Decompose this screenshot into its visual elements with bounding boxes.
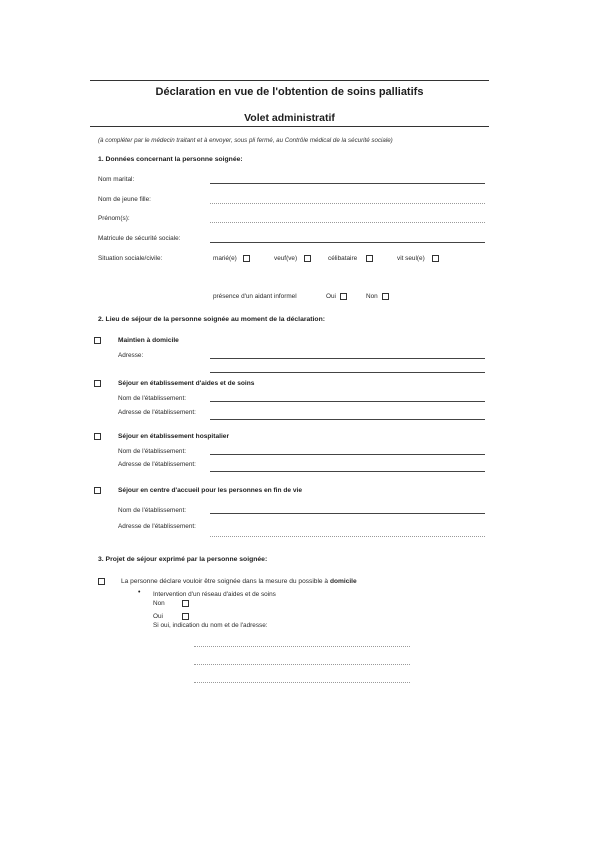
page-title: Déclaration en vue de l'obtention de soins palliatifs <box>155 86 424 98</box>
situation-veuf-checkbox[interactable] <box>304 255 311 262</box>
page-subtitle: Volet administratif <box>244 112 335 124</box>
domicile-adresse-field-1[interactable] <box>210 358 485 359</box>
matricule-label: Matricule de sécurité sociale: <box>98 235 181 242</box>
reseau-adresse-field-2[interactable] <box>194 664 410 665</box>
reseau-adresse-field-1[interactable] <box>194 646 410 647</box>
hospitalier-checkbox[interactable] <box>94 433 101 440</box>
aidant-non-checkbox[interactable] <box>382 293 389 300</box>
projet-domicile-text: La personne déclare vouloir être soignée dans la mesure du possible à <box>121 578 330 585</box>
domicile-option: Maintien à domicile <box>118 337 179 344</box>
reseau-label: Intervention d'un réseau d'aides et de soins <box>153 591 276 598</box>
aidant-non-label: Non <box>366 293 378 300</box>
situation-veuf-label: veuf(ve) <box>274 255 298 262</box>
aides-soins-adresse-field[interactable] <box>210 419 485 420</box>
aides-soins-checkbox[interactable] <box>94 380 101 387</box>
subtitle-rule <box>90 126 489 127</box>
fin-de-vie-option: Séjour en centre d'accueil pour les personnes en fin de vie <box>118 487 303 494</box>
nom-marital-field[interactable] <box>210 183 485 184</box>
reseau-si-oui-label: Si oui, indication du nom et de l'adresse: <box>153 622 268 629</box>
bullet-icon: • <box>138 589 141 596</box>
aides-soins-option: Séjour en établissement d'aides et de soins <box>118 380 255 387</box>
projet-domicile-option <box>121 578 357 585</box>
nom-jeune-fille-label: Nom de jeune fille: <box>98 196 151 203</box>
hospitalier-nom-field[interactable] <box>210 454 485 455</box>
fin-de-vie-adresse-label: Adresse de l'établissement: <box>118 523 196 530</box>
section3-heading: 3. Projet de séjour exprimé par la personne soignée: <box>98 556 268 563</box>
section2-heading: 2. Lieu de séjour de la personne soignée au moment de la déclaration: <box>98 316 325 323</box>
aides-soins-adresse-label: Adresse de l'établissement: <box>118 409 196 416</box>
reseau-non-checkbox[interactable] <box>182 600 189 607</box>
situation-vit-seul-label: vit seul(e) <box>397 255 425 262</box>
situation-celibataire-label: célibataire <box>328 255 358 262</box>
situation-marie-label: marié(e) <box>213 255 237 262</box>
prenoms-field[interactable] <box>210 222 485 223</box>
matricule-field[interactable] <box>210 242 485 243</box>
domicile-adresse-label: Adresse: <box>118 352 144 359</box>
situation-celibataire-checkbox[interactable] <box>366 255 373 262</box>
aides-soins-nom-field[interactable] <box>210 401 485 402</box>
section1-heading: 1. Données concernant la personne soignée: <box>98 156 243 163</box>
domicile-checkbox[interactable] <box>94 337 101 344</box>
aidant-oui-label: Oui <box>326 293 336 300</box>
reseau-adresse-field-3[interactable] <box>194 682 410 683</box>
domicile-adresse-field-2[interactable] <box>210 372 485 373</box>
instruction-note: (à compléter par le médecin traitant et à envoyer, sous pli fermé, au Contrôle médical de la sécurité sociale) <box>98 137 393 144</box>
hospitalier-nom-label: Nom de l'établissement: <box>118 448 186 455</box>
aidant-oui-checkbox[interactable] <box>340 293 347 300</box>
prenoms-label: Prénom(s): <box>98 215 130 222</box>
situation-label: Situation sociale/civile: <box>98 255 163 262</box>
projet-domicile-checkbox[interactable] <box>98 578 105 585</box>
nom-marital-label: Nom marital: <box>98 176 135 183</box>
reseau-oui-label: Oui <box>153 613 163 620</box>
fin-de-vie-nom-field[interactable] <box>210 513 485 514</box>
aidant-label: présence d'un aidant informel <box>213 293 297 300</box>
situation-vit-seul-checkbox[interactable] <box>432 255 439 262</box>
hospitalier-adresse-label: Adresse de l'établissement: <box>118 461 196 468</box>
fin-de-vie-adresse-field[interactable] <box>210 536 485 537</box>
situation-marie-checkbox[interactable] <box>243 255 250 262</box>
fin-de-vie-nom-label: Nom de l'établissement: <box>118 507 186 514</box>
hospitalier-option: Séjour en établissement hospitalier <box>118 433 230 440</box>
reseau-non-label: Non <box>153 600 165 607</box>
aides-soins-nom-label: Nom de l'établissement: <box>118 395 186 402</box>
hospitalier-adresse-field[interactable] <box>210 471 485 472</box>
projet-domicile-emphasis: domicile <box>329 578 357 585</box>
nom-jeune-fille-field[interactable] <box>210 203 485 204</box>
fin-de-vie-checkbox[interactable] <box>94 487 101 494</box>
top-rule <box>90 80 489 81</box>
reseau-oui-checkbox[interactable] <box>182 613 189 620</box>
